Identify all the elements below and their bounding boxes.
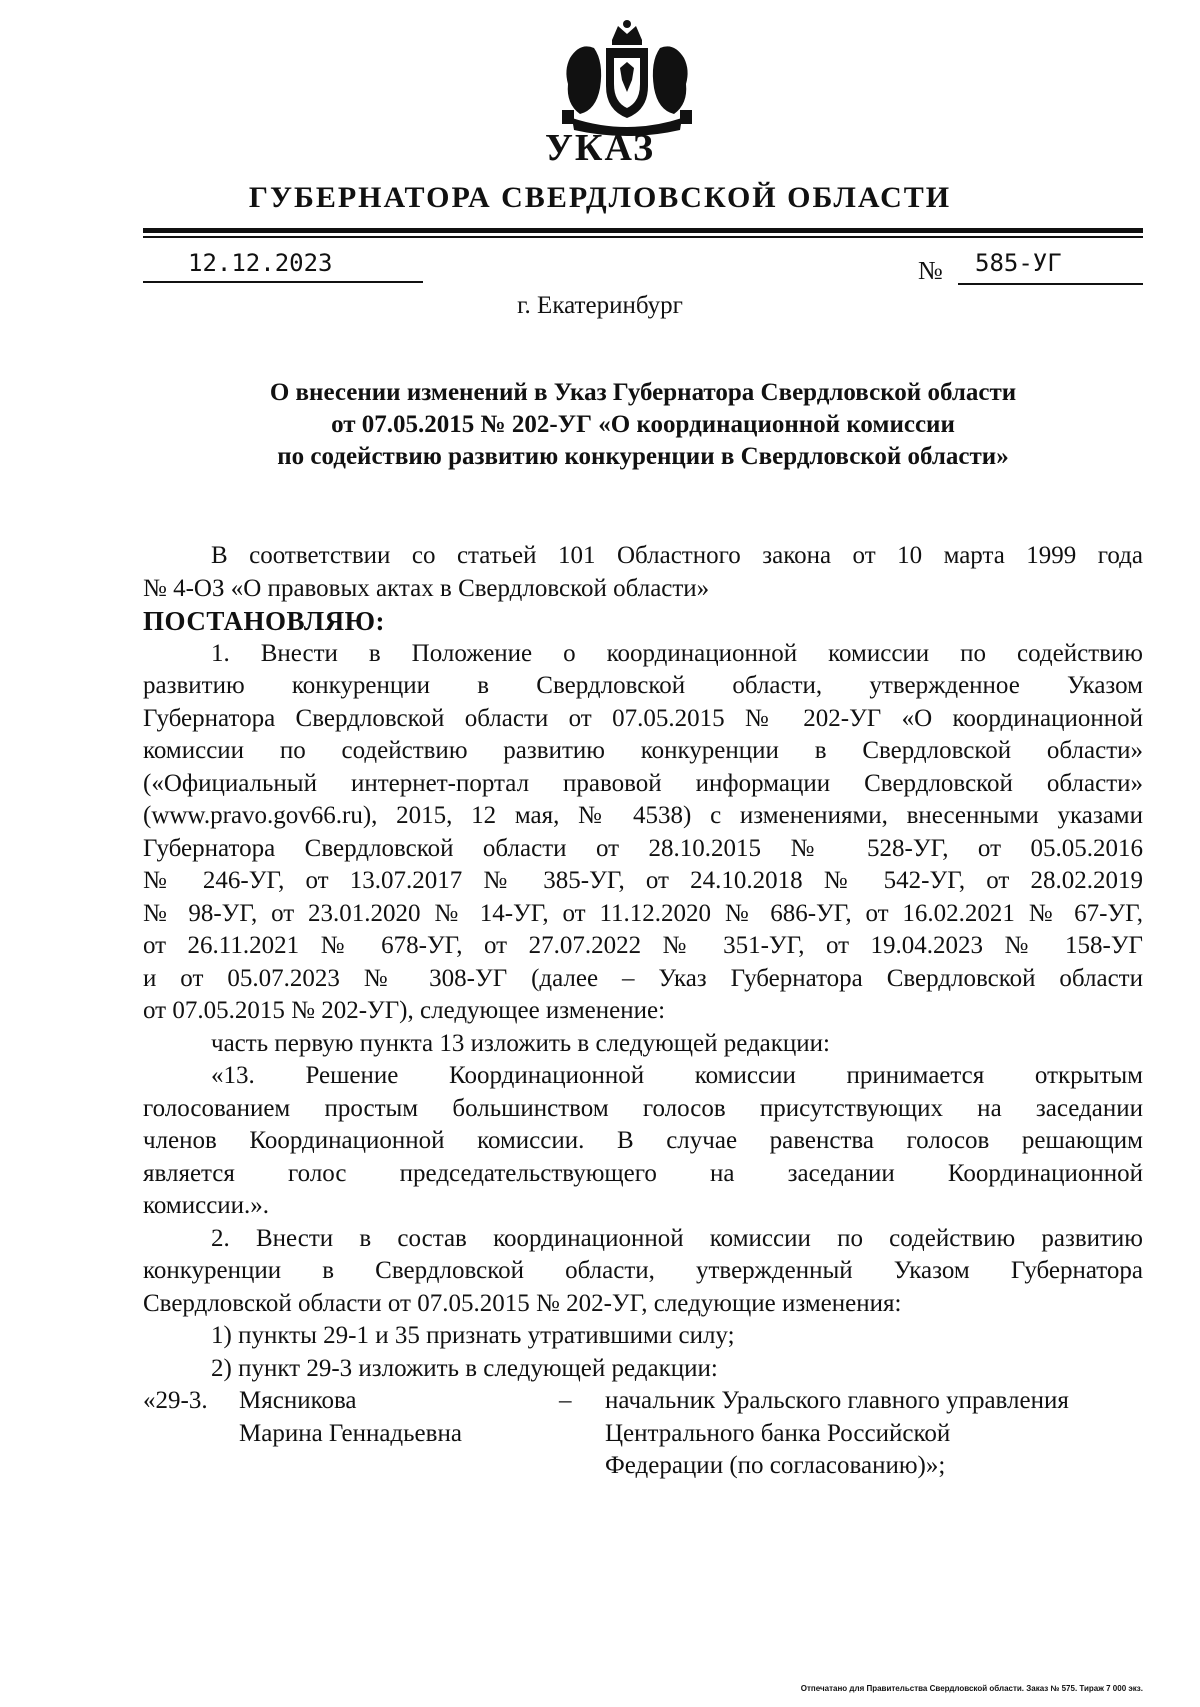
item1-line: от 26.11.2021 № 678-УГ, от 27.07.2022 № 351-УГ, от 19.04.2023 № 158-УГ — [143, 932, 1143, 959]
number-underline — [958, 283, 1143, 285]
item1-line: № 98-УГ, от 23.01.2020 № 14-УГ, от 11.12.2020 № 686-УГ, от 16.02.2021 № 67-УГ, — [143, 899, 1143, 927]
member-position-line: Центрального банка Российской — [605, 1419, 951, 1447]
member-entry-row — [143, 1418, 1143, 1451]
issuing-authority: ГУБЕРНАТОРА СВЕРДЛОВСКОЙ ОБЛАСТИ — [248, 181, 952, 214]
decree-title — [143, 377, 1143, 473]
member-entry-row — [143, 1450, 1143, 1483]
quoted-text-line: голосованием простым большинством голосов присутствующих на заседании — [143, 1094, 1143, 1122]
quoted-text-line: является голос председательствующего на заседании Координационной — [143, 1159, 1143, 1187]
decree-operative-word: ПОСТАНОВЛЯЮ: — [143, 606, 385, 636]
print-imprint: Отпечатано для Правительства Свердловской области. Заказ № 575. Тираж 7 000 экз. — [800, 1684, 1143, 1693]
decree-number: 585-УГ — [975, 249, 1062, 277]
member-given-names: Марина Геннадьевна — [239, 1419, 462, 1447]
preamble-line: № 4-ОЗ «О правовых актах в Свердловской области» — [143, 574, 710, 602]
item1-line: № 246-УГ, от 13.07.2017 № 385-УГ, от 24.10.2018 № 542-УГ, от 28.02.2019 — [143, 867, 1143, 894]
item1-line: Губернатора Свердловской области от 28.10.2015 № 528-УГ, от 05.05.2016 — [143, 834, 1143, 862]
decree-date: 12.12.2023 — [188, 249, 333, 277]
date-underline — [143, 281, 423, 283]
item1-line: от 07.05.2015 № 202-УГ), следующее изменение: — [143, 997, 666, 1024]
header-divider-thin — [143, 236, 1143, 238]
item1-line: 1. Внести в Положение о координационной комиссии по содействию — [211, 639, 1143, 667]
title-line: О внесении изменений в Указ Губернатора Свердловской области — [269, 379, 1017, 406]
document-type: УКАЗ — [545, 127, 655, 169]
item1-line: комиссии по содействию развитию конкуренции в Свердловской области» — [143, 737, 1143, 764]
item1-line: и от 05.07.2023 № 308-УГ (далее – Указ Губернатора Свердловской области — [143, 964, 1143, 992]
item1-line: Губернатора Свердловской области от 07.05.2015 № 202-УГ «О координационной — [143, 704, 1143, 732]
item2-line: 2. Внести в состав координационной комиссии по содействию развитию — [211, 1224, 1143, 1252]
item2-sub1: 1) пункты 29-1 и 35 признать утратившими силу; — [211, 1322, 735, 1349]
item1-line: («Официальный интернет-портал правовой информации Свердловской области» — [143, 769, 1143, 797]
member-dash: – — [559, 1387, 572, 1414]
item2-line: Свердловской области от 07.05.2015 № 202-УГ, следующие изменения: — [143, 1289, 902, 1317]
member-position-line: начальник Уральского главного управления — [605, 1387, 1069, 1414]
quoted-text-line: членов Координационной комиссии. В случае равенства голосов решающим — [143, 1127, 1143, 1154]
item2-sub2: 2) пункт 29-3 изложить в следующей редакции: — [211, 1354, 718, 1382]
item1-sub-intro: часть первую пункта 13 изложить в следующей редакции: — [211, 1029, 831, 1057]
coat-of-arms-emblem — [560, 18, 694, 138]
title-line: по содействию развитию конкуренции в Свердловской области» — [277, 443, 1009, 470]
member-entry-row — [143, 1385, 1143, 1418]
header-divider-thick — [143, 228, 1143, 233]
item1-line: (www.pravo.gov66.ru), 2015, 12 мая, № 4538) с изменениями, внесенными указами — [143, 802, 1143, 829]
number-label: № — [918, 256, 943, 285]
member-surname: Мясникова — [239, 1387, 357, 1414]
issue-city: г. Екатеринбург — [517, 292, 683, 319]
quoted-text-line: комиссии.». — [143, 1192, 270, 1219]
member-position-line: Федерации (по согласованию)»; — [605, 1452, 946, 1479]
title-line: от 07.05.2015 № 202-УГ «О координационной комиссии — [331, 411, 955, 438]
member-item-number: «29-3. — [143, 1387, 208, 1414]
preamble-line: В соответствии со статьей 101 Областного закона от 10 марта 1999 года — [211, 542, 1143, 569]
decree-body — [143, 540, 1143, 1483]
quoted-text-line: «13. Решение Координационной комиссии принимается открытым — [211, 1062, 1143, 1089]
item1-line: развитию конкуренции в Свердловской области, утвержденное Указом — [143, 672, 1143, 699]
item2-line: конкуренции в Свердловской области, утвержденный Указом Губернатора — [143, 1257, 1143, 1284]
